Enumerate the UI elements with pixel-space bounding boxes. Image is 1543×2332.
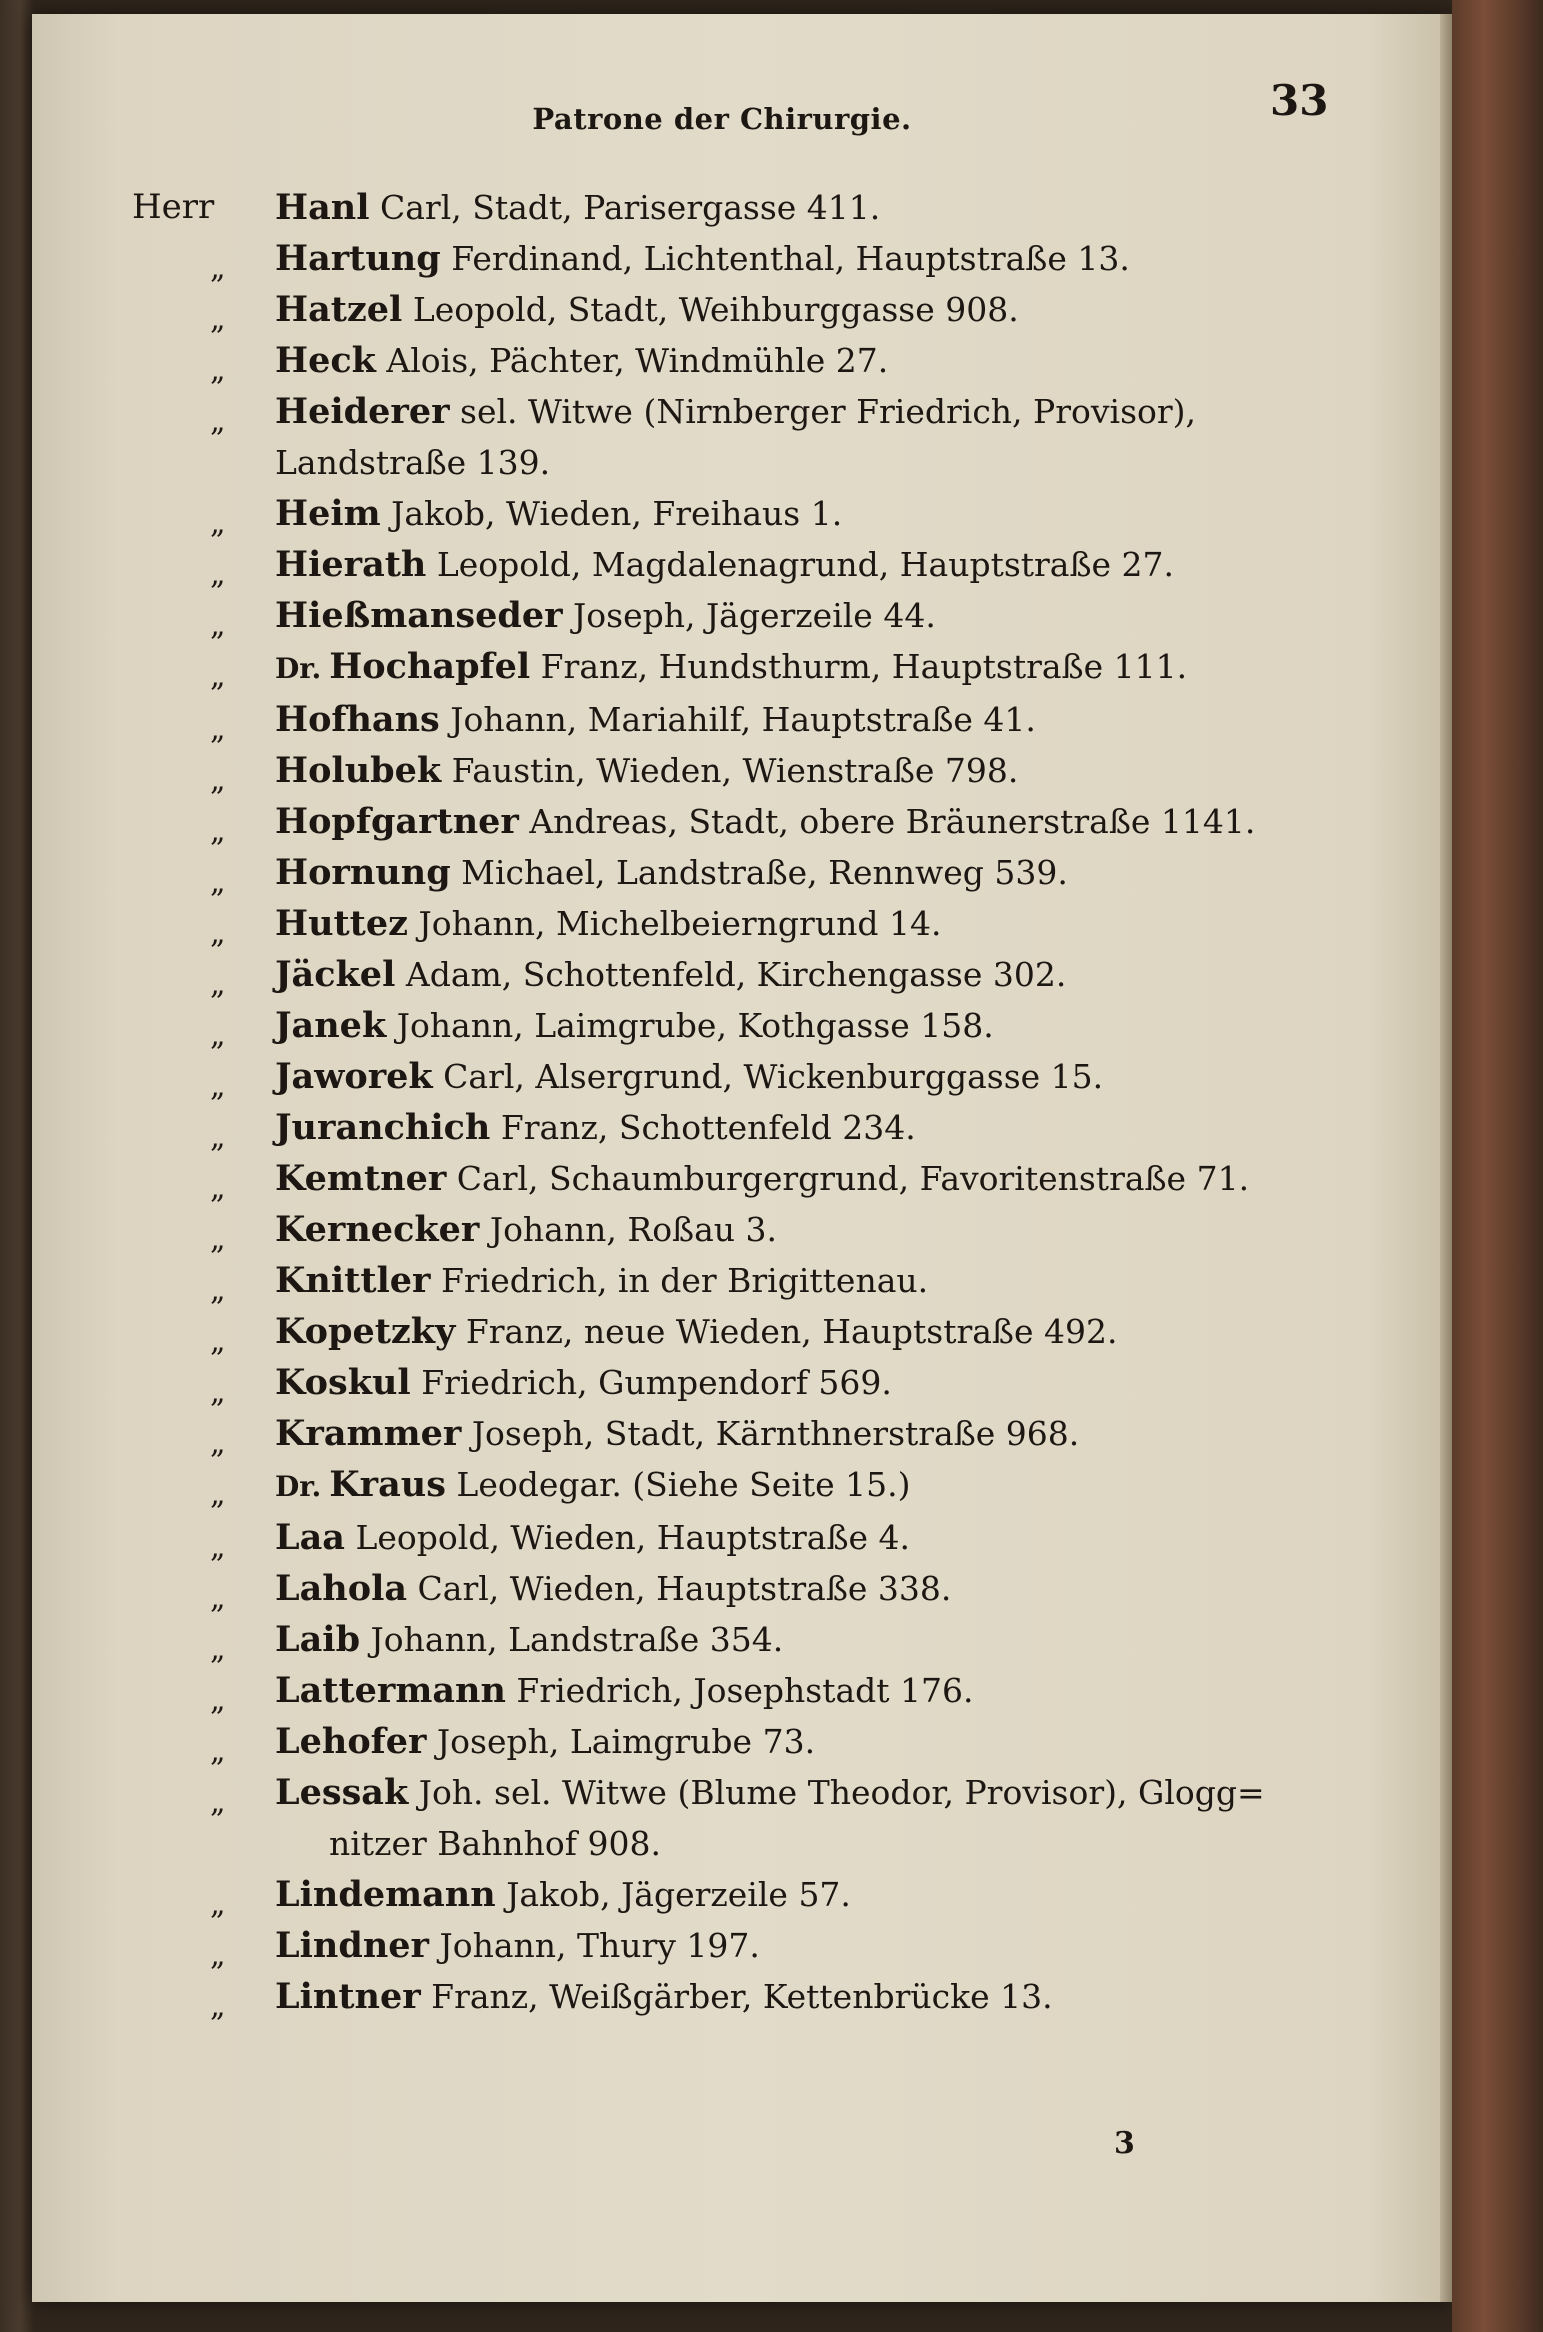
list-item: [132, 488, 1432, 539]
list-item: [132, 1920, 1432, 1971]
entry-body: [275, 796, 1255, 847]
entry-details: Franz, neue Wieden, Hauptstraße 492.: [455, 1312, 1118, 1351]
surname: Hanl: [275, 187, 370, 228]
ditto-mark: „: [210, 302, 226, 337]
list-item: [132, 1869, 1432, 1920]
list-item: [132, 694, 1432, 745]
surname: Hornung: [275, 852, 451, 893]
entry-body: [275, 1512, 910, 1563]
entry-details: Carl, Stadt, Parisergasse 411.: [369, 188, 881, 227]
entry-body: [275, 898, 941, 949]
ditto-mark: „: [210, 557, 226, 592]
ditto-mark: „: [210, 763, 226, 798]
ditto-mark: „: [210, 1069, 226, 1104]
entry-details: Leopold, Stadt, Weihburggasse 908.: [402, 290, 1019, 329]
ditto-mark: „: [210, 506, 226, 541]
ditto-mark: „: [210, 1683, 226, 1718]
list-item: [132, 1767, 1432, 1869]
entry-body: [275, 1255, 928, 1306]
entry-body: [275, 182, 880, 233]
ditto-mark: „: [210, 1222, 226, 1257]
entry-details: Johann, Thury 197.: [428, 1926, 760, 1965]
surname: Lehofer: [275, 1721, 427, 1762]
entry-body: [275, 694, 1036, 745]
entry-details: Franz, Weißgärber, Kettenbrücke 13.: [420, 1977, 1053, 2016]
entry-details: Johann, Mariahilf, Hauptstraße 41.: [439, 700, 1036, 739]
list-item: [132, 847, 1432, 898]
book-page: [32, 14, 1452, 2302]
ditto-mark: „: [210, 865, 226, 900]
surname: Laa: [275, 1517, 345, 1558]
surname: Knittler: [275, 1260, 431, 1301]
ditto-mark: „: [210, 1120, 226, 1155]
entry-body: [275, 745, 1018, 796]
ditto-mark: „: [210, 1887, 226, 1922]
surname: Janek: [275, 1005, 387, 1046]
ditto-mark: „: [210, 1171, 226, 1206]
surname: Hießmanseder: [275, 595, 563, 636]
entry-body: [275, 1767, 1265, 1869]
list-item: [132, 284, 1432, 335]
list-item: [132, 386, 1432, 488]
surname: Lahola: [275, 1568, 408, 1609]
entry-details: Jakob, Wieden, Freihaus 1.: [380, 494, 843, 533]
ditto-mark: „: [210, 1375, 226, 1410]
entry-body: [275, 949, 1066, 1000]
list-item: [132, 1665, 1432, 1716]
entry-details: Friedrich, in der Brigittenau.: [430, 1261, 929, 1300]
surname: Koskul: [275, 1362, 411, 1403]
entry-details: Leodegar. (Siehe Seite 15.): [445, 1465, 911, 1504]
surname: Lindner: [275, 1925, 429, 1966]
list-item: [132, 641, 1432, 694]
entry-details: Franz, Schottenfeld 234.: [490, 1108, 916, 1147]
ditto-mark: „: [210, 814, 226, 849]
surname: Hochapfel: [329, 646, 531, 687]
surname: Jaworek: [275, 1056, 433, 1097]
entry-continuation: Landstraße 139.: [275, 443, 551, 482]
entry-details: Johann, Roßau 3.: [479, 1210, 778, 1249]
ditto-mark: „: [210, 1989, 226, 2024]
entry-body: [275, 1102, 916, 1153]
list-item: [132, 1614, 1432, 1665]
ditto-mark: „: [210, 1734, 226, 1769]
list-item: [132, 335, 1432, 386]
ditto-mark: „: [210, 916, 226, 951]
entry-details: Michael, Landstraße, Rennweg 539.: [450, 853, 1068, 892]
list-item: [132, 1051, 1432, 1102]
entry-details: Leopold, Wieden, Hauptstraße 4.: [344, 1518, 911, 1557]
list-item: [132, 1102, 1432, 1153]
entry-body: [275, 1153, 1249, 1204]
entry-body: [275, 847, 1068, 898]
surname: Hofhans: [275, 699, 440, 740]
list-item: [132, 182, 1432, 233]
ditto-mark: „: [210, 404, 226, 439]
entry-body: [275, 1665, 974, 1716]
entry-details: Friedrich, Gumpendorf 569.: [410, 1363, 892, 1402]
ditto-mark: „: [210, 1426, 226, 1461]
running-head: Patrone der Chirurgie.: [532, 102, 912, 136]
entry-body: [275, 1869, 851, 1920]
entry-details: Andreas, Stadt, obere Bräunerstraße 1141.: [518, 802, 1256, 841]
list-item: [132, 745, 1432, 796]
list-item: [132, 949, 1432, 1000]
surname: Lindemann: [275, 1874, 496, 1915]
academic-title: Dr.: [275, 652, 322, 685]
entry-body: [275, 641, 1187, 694]
entry-body: [275, 1306, 1117, 1357]
entry-details: Johann, Landstraße 354.: [360, 1620, 784, 1659]
entry-details: Carl, Wieden, Hauptstraße 338.: [407, 1569, 952, 1608]
list-item: [132, 1512, 1432, 1563]
book-spine: [1452, 0, 1543, 2332]
surname: Hopfgartner: [275, 801, 519, 842]
signature-mark: 3: [1114, 2126, 1135, 2161]
entry-details: Ferdinand, Lichtenthal, Hauptstraße 13.: [440, 239, 1130, 278]
surname: Krammer: [275, 1413, 462, 1454]
entry-body: [275, 1716, 815, 1767]
page-number: 33: [1270, 76, 1329, 125]
entry-details: Johann, Michelbeierngrund 14.: [408, 904, 942, 943]
entry-details: Joseph, Jägerzeile 44.: [562, 596, 936, 635]
entry-details: Leopold, Magdalenagrund, Hauptstraße 27.: [426, 545, 1175, 584]
list-item: [132, 1459, 1432, 1512]
directory-list: [132, 182, 1432, 2022]
surname: Heck: [275, 340, 376, 381]
surname: Huttez: [275, 903, 408, 944]
entry-body: [275, 233, 1130, 284]
entry-body: [275, 1459, 910, 1512]
ditto-mark: „: [210, 967, 226, 1002]
list-item: [132, 898, 1432, 949]
entry-details: sel. Witwe (Nirnberger Friedrich, Provisor),: [449, 392, 1197, 431]
surname: Hierath: [275, 544, 427, 585]
ditto-mark: „: [210, 1938, 226, 1973]
entry-details: Joseph, Laimgrube 73.: [426, 1722, 816, 1761]
surname: Hatzel: [275, 289, 403, 330]
entry-details: Faustin, Wieden, Wienstraße 798.: [441, 751, 1019, 790]
ditto-mark: „: [210, 712, 226, 747]
entry-body: [275, 386, 1196, 488]
entry-body: [275, 284, 1019, 335]
list-item: [132, 590, 1432, 641]
surname: Laib: [275, 1619, 361, 1660]
entry-details: Carl, Alsergrund, Wickenburggasse 15.: [432, 1057, 1104, 1096]
list-item: [132, 1204, 1432, 1255]
entry-body: [275, 1614, 783, 1665]
surname: Heim: [275, 493, 381, 534]
surname: Lessak: [275, 1772, 409, 1813]
entry-details: Friedrich, Josephstadt 176.: [505, 1671, 974, 1710]
entry-body: [275, 488, 842, 539]
entry-body: [275, 1920, 760, 1971]
surname: Kopetzky: [275, 1311, 456, 1352]
surname: Hartung: [275, 238, 441, 279]
entry-body: [275, 539, 1174, 590]
entry-continuation: nitzer Bahnhof 908.: [329, 1824, 661, 1863]
entry-body: [275, 1000, 994, 1051]
list-item: [132, 796, 1432, 847]
ditto-mark: „: [210, 1324, 226, 1359]
honorific-label: Herr: [132, 187, 215, 227]
list-item: [132, 1971, 1432, 2022]
ditto-mark: „: [210, 659, 226, 694]
list-item: [132, 1255, 1432, 1306]
entry-details: Carl, Schaumburgergrund, Favoritenstraße 71.: [446, 1159, 1250, 1198]
list-item: [132, 233, 1432, 284]
ditto-mark: „: [210, 608, 226, 643]
list-item: [132, 1563, 1432, 1614]
entry-body: [275, 335, 888, 386]
surname: Heiderer: [275, 391, 450, 432]
surname: Kraus: [329, 1464, 446, 1505]
surname: Juranchich: [275, 1107, 491, 1148]
entry-body: [275, 1971, 1053, 2022]
entry-body: [275, 1408, 1079, 1459]
list-item: [132, 1408, 1432, 1459]
surname: Holubek: [275, 750, 442, 791]
ditto-mark: „: [210, 1530, 226, 1565]
list-item: [132, 1000, 1432, 1051]
list-item: [132, 1306, 1432, 1357]
entry-details: Joh. sel. Witwe (Blume Theodor, Provisor), Glogg=: [408, 1773, 1265, 1812]
ditto-mark: „: [210, 251, 226, 286]
surname: Jäckel: [275, 954, 396, 995]
list-item: [132, 1716, 1432, 1767]
ditto-mark: „: [210, 1785, 226, 1820]
ditto-mark: „: [210, 353, 226, 388]
surname: Lintner: [275, 1976, 421, 2017]
entry-body: [275, 590, 936, 641]
academic-title: Dr.: [275, 1470, 322, 1503]
surname: Lattermann: [275, 1670, 506, 1711]
entry-body: [275, 1051, 1103, 1102]
surname: Kernecker: [275, 1209, 480, 1250]
entry-body: [275, 1357, 892, 1408]
ditto-mark: „: [210, 1477, 226, 1512]
entry-details: Alois, Pächter, Windmühle 27.: [375, 341, 889, 380]
list-item: [132, 539, 1432, 590]
entry-details: Jakob, Jägerzeile 57.: [495, 1875, 851, 1914]
entry-details: Joseph, Stadt, Kärnthnerstraße 968.: [461, 1414, 1080, 1453]
list-item: [132, 1153, 1432, 1204]
entry-details: Johann, Laimgrube, Kothgasse 158.: [386, 1006, 994, 1045]
entry-details: Adam, Schottenfeld, Kirchengasse 302.: [395, 955, 1067, 994]
ditto-mark: „: [210, 1018, 226, 1053]
ditto-mark: „: [210, 1273, 226, 1308]
entry-details: Franz, Hundsthurm, Hauptstraße 111.: [530, 647, 1188, 686]
entry-body: [275, 1204, 777, 1255]
surname: Kemtner: [275, 1158, 447, 1199]
ditto-mark: „: [210, 1581, 226, 1616]
entry-body: [275, 1563, 951, 1614]
ditto-mark: „: [210, 1632, 226, 1667]
list-item: [132, 1357, 1432, 1408]
